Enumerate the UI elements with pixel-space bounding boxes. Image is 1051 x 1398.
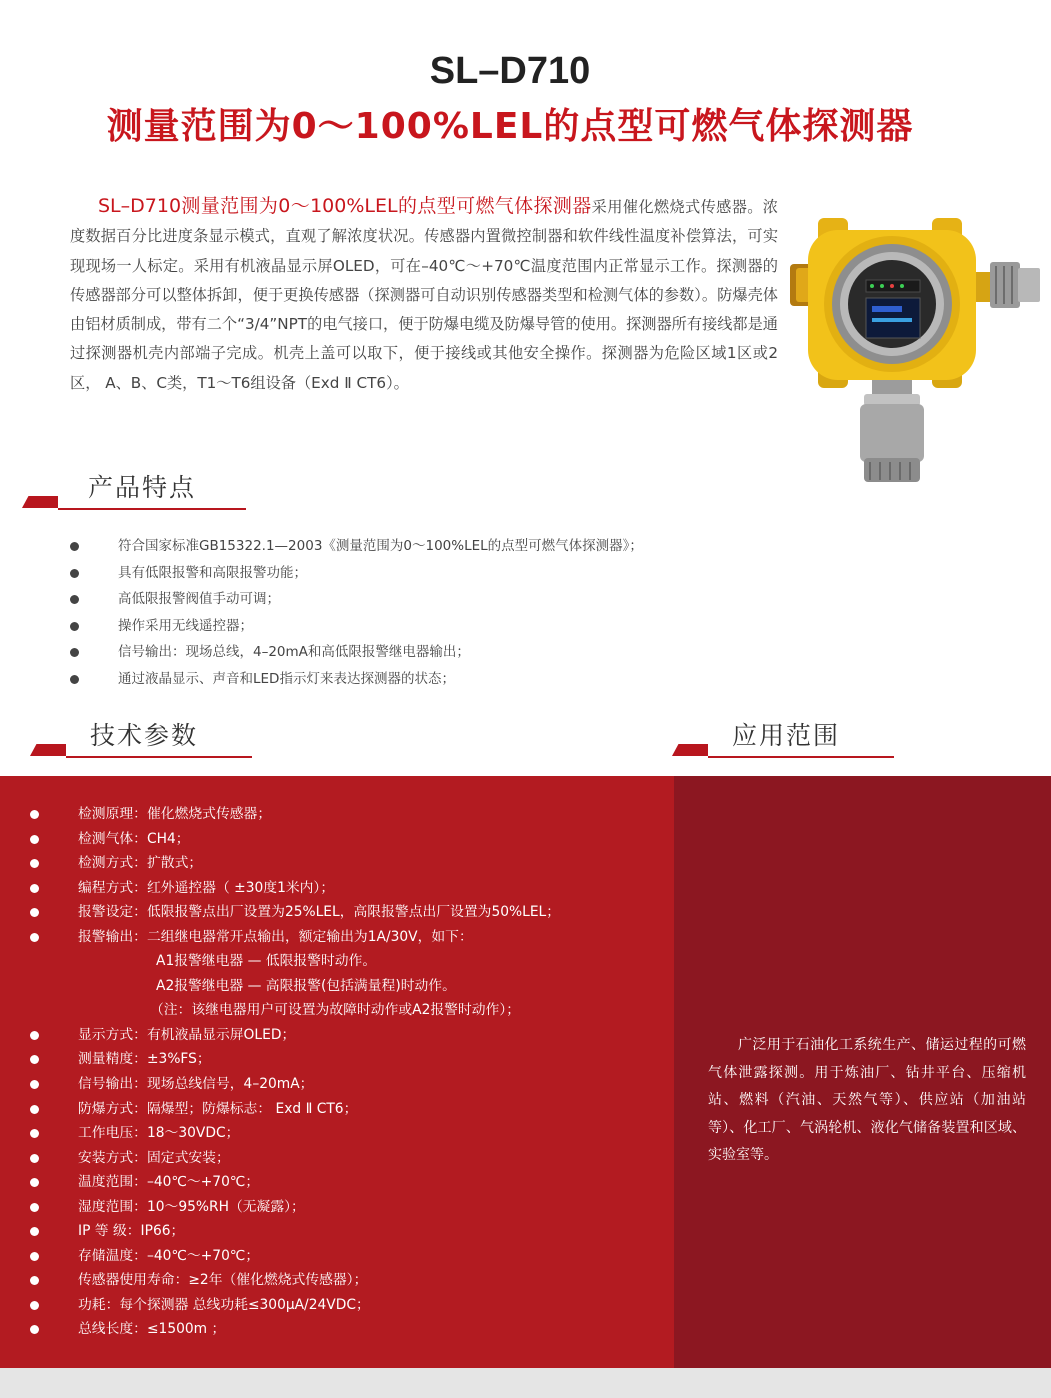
product-title: 测量范围为0～100%LEL的点型可燃气体探测器 bbox=[106, 106, 914, 147]
list-item: 检测原理：催化燃烧式传感器； bbox=[28, 802, 668, 827]
list-item: 高低限报警阀值手动可调； bbox=[68, 586, 828, 613]
intro-lead: SL–D710测量范围为0～100%LEL的点型可燃气体探测器 bbox=[98, 195, 592, 217]
model-title: SL–D710 bbox=[429, 50, 591, 92]
list-item: 存储温度：–40℃～+70℃； bbox=[28, 1244, 668, 1269]
gas-detector-image bbox=[790, 212, 1042, 487]
application-text: 广泛用于石油化工系统生产、储运过程的可燃气体泄露探测。用于炼油厂、钻井平台、压缩机站、燃料（汽油、天然气等）、供应站（加油站等）、化工厂、气涡轮机、液化气储备装置和区域、实验室等。 bbox=[708, 1037, 1026, 1163]
features-heading bbox=[22, 470, 246, 510]
features-heading-text: 产品特点 bbox=[88, 473, 197, 502]
heading-accent bbox=[672, 744, 708, 756]
heading-underline bbox=[708, 756, 894, 758]
list-item: 编程方式：红外遥控器（ ±30度1米内）； bbox=[28, 876, 668, 901]
list-item: 测量精度：±3%FS； bbox=[28, 1047, 668, 1072]
heading-underline bbox=[58, 508, 246, 510]
heading-accent bbox=[22, 496, 58, 508]
heading-accent bbox=[30, 744, 66, 756]
intro-body: 采用催化燃烧式传感器。浓度数据百分比进度条显示模式，直观了解浓度状况。传感器内置微控制器和软件线性温度补偿算法，可实现现场一人标定。采用有机液晶显示屏OLED，可在–40℃～+70℃温度范围内正常显示工作。探测器的传感器部分可以整体拆卸，便于更换传感器（探测器可自动识别传感器类型和检测气体的参数）。防爆壳体由铝材质制成，带有二个“3/4”NPT的电气接口，便于防爆电缆及防爆导管的使用。探测器所有接线都是通过探测器机壳内部端子完成。机壳上盖可以取下，便于接线或其他安全操作。探测器为危险区域1区或2区， A、B、C类，T1～T6组设备（Exd Ⅱ CT6）。 bbox=[70, 198, 778, 392]
application-heading-text: 应用范围 bbox=[732, 721, 841, 750]
list-item: 检测方式：扩散式； bbox=[28, 851, 668, 876]
list-item: 检测气体：CH4； bbox=[28, 827, 668, 852]
list-item: 操作采用无线遥控器； bbox=[68, 613, 828, 640]
list-item: 信号输出：现场总线信号，4–20mA； bbox=[28, 1072, 668, 1097]
list-item: 总线长度：≤1500m ； bbox=[28, 1317, 668, 1342]
relay-note: （注：该继电器用户可设置为故障时动作或A2报警时动作）； bbox=[150, 1002, 521, 1019]
features-list bbox=[68, 533, 828, 693]
relay-note: A2报警继电器 — 高限报警(包括满量程)时动作。 bbox=[156, 977, 456, 994]
list-item: 显示方式：有机液晶显示屏OLED； bbox=[28, 1023, 668, 1048]
list-item: 传感器使用寿命：≥2年（催化燃烧式传感器）； bbox=[28, 1268, 668, 1293]
specs-heading bbox=[30, 718, 252, 758]
list-item: 具有低限报警和高限报警功能； bbox=[68, 560, 828, 587]
list-item: 功耗：每个探测器 总线功耗≤300μA/24VDC； bbox=[28, 1293, 668, 1318]
list-item: 湿度范围：10～95%RH（无凝露）； bbox=[28, 1195, 668, 1220]
list-item: 通过液晶显示、声音和LED指示灯来表达探测器的状态； bbox=[68, 666, 828, 693]
list-item: 信号输出：现场总线，4–20mA和高低限报警继电器输出； bbox=[68, 639, 828, 666]
specs-list bbox=[28, 802, 668, 1342]
specs-heading-text: 技术参数 bbox=[90, 721, 199, 750]
intro-paragraph bbox=[70, 192, 778, 398]
list-item: 报警输出：二组继电器常开点输出，额定输出为1A/30V，如下： bbox=[28, 925, 668, 950]
list-item: IP 等 级：IP66； bbox=[28, 1219, 668, 1244]
list-item: 防爆方式：隔爆型；防爆标志： Exd Ⅱ CT6； bbox=[28, 1097, 668, 1122]
list-item: 安装方式：固定式安装； bbox=[28, 1146, 668, 1171]
footer-strip bbox=[0, 1368, 1051, 1398]
heading-underline bbox=[66, 756, 252, 758]
relay-note: A1报警继电器 — 低限报警时动作。 bbox=[156, 953, 377, 970]
list-item: 工作电压：18～30VDC； bbox=[28, 1121, 668, 1146]
list-item: 报警设定：低限报警点出厂设置为25%LEL，高限报警点出厂设置为50%LEL； bbox=[28, 900, 668, 925]
list-item: 温度范围：–40℃～+70℃； bbox=[28, 1170, 668, 1195]
list-item: 符合国家标准GB15322.1—2003《测量范围为0～100%LEL的点型可燃气体探测器》； bbox=[68, 533, 828, 560]
application-heading bbox=[672, 718, 894, 758]
